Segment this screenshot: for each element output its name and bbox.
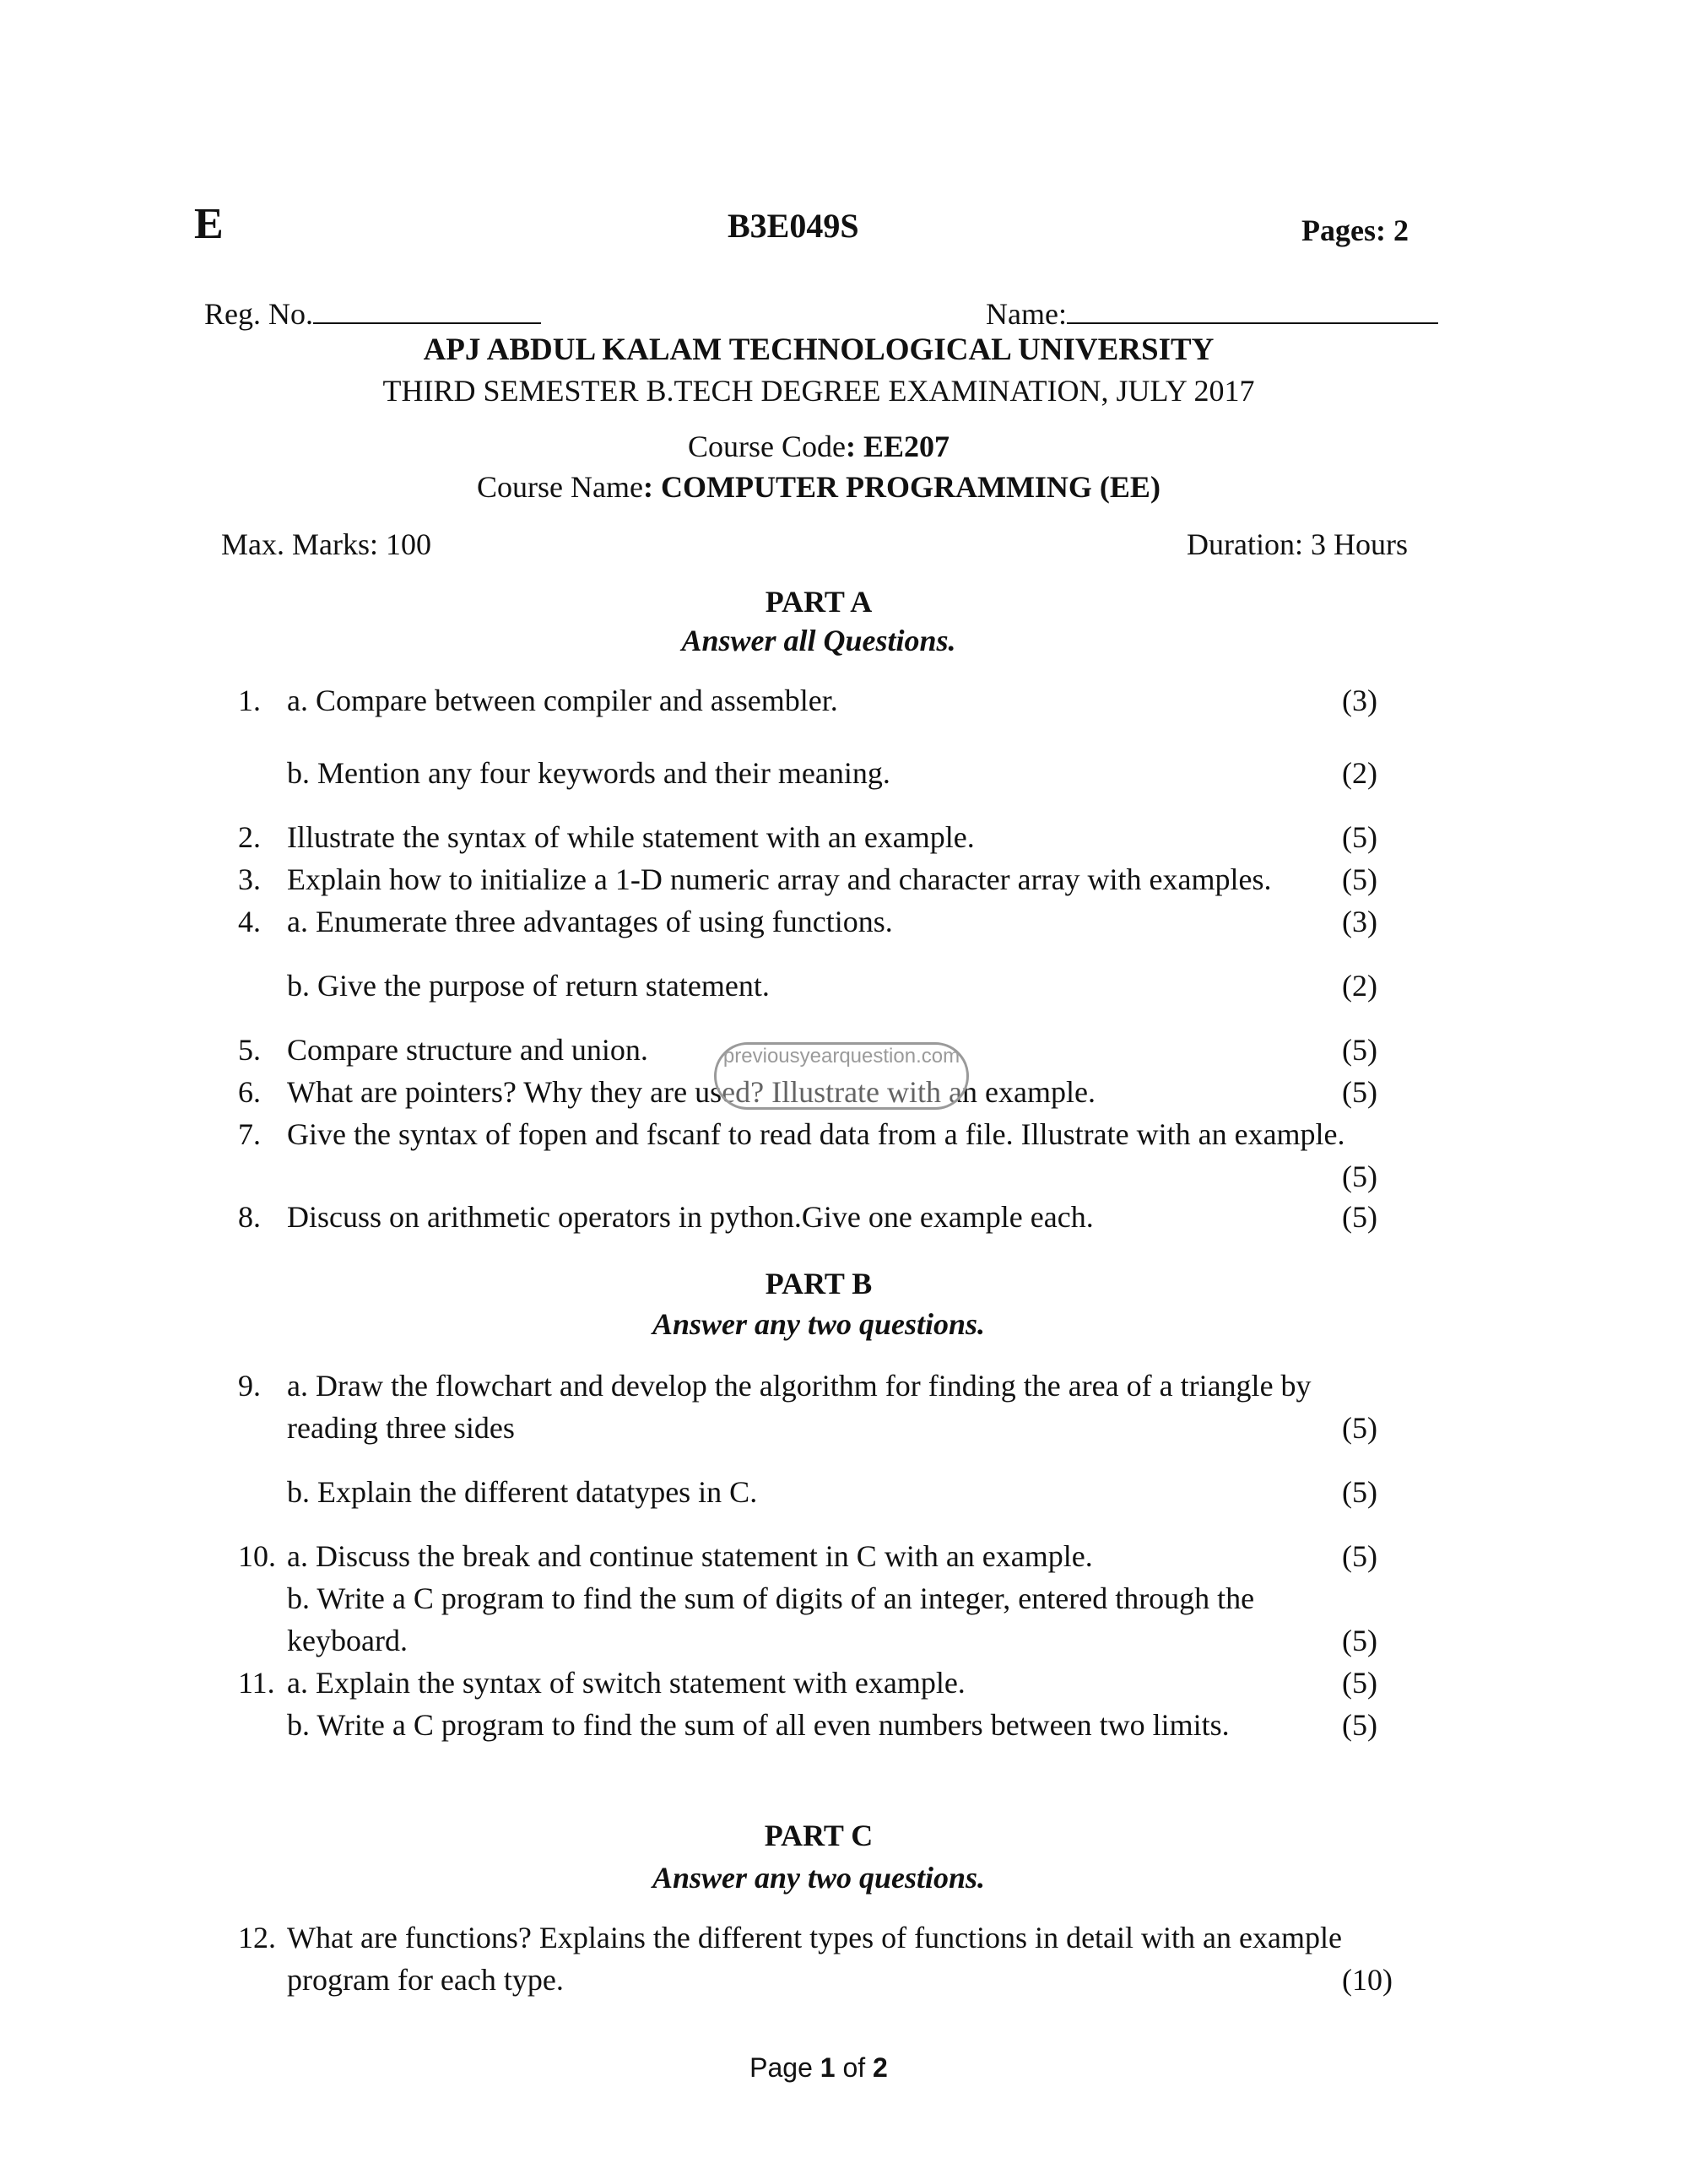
- question-row: [0, 1367, 1688, 1404]
- question-marks: (5): [1342, 1075, 1377, 1109]
- footer-current-page: 1: [820, 2052, 836, 2083]
- question-text: a. Compare between compiler and assembler.: [287, 684, 838, 717]
- question-text: a. Explain the syntax of switch statement with example.: [287, 1666, 966, 1700]
- question-number: 10.: [238, 1539, 276, 1573]
- question-marks: (5): [1342, 1200, 1377, 1234]
- footer-total-pages: 2: [873, 2052, 888, 2083]
- question-number: 3.: [238, 862, 261, 896]
- question-text: b. Mention any four keywords and their meaning.: [287, 756, 890, 790]
- reg-no-label: Reg. No.: [204, 297, 313, 331]
- question-row: [0, 1706, 1688, 1743]
- part-a-title: PART A: [765, 585, 873, 619]
- pages-label: Pages: 2: [1301, 214, 1409, 247]
- question-text: a. Enumerate three advantages of using functions.: [287, 905, 893, 938]
- question-text: keyboard.: [287, 1624, 408, 1657]
- course-name-label: Course Name: [477, 470, 643, 504]
- question-marks: (5): [1342, 820, 1377, 854]
- max-marks: Max. Marks: 100: [221, 527, 431, 561]
- question-text: reading three sides: [287, 1411, 515, 1445]
- question-row: [0, 1158, 1688, 1195]
- question-number: 12.: [238, 1921, 276, 1954]
- question-text: b. Write a C program to find the sum of all even numbers between two limits.: [287, 1708, 1230, 1742]
- question-row: [0, 1198, 1688, 1235]
- question-marks: (2): [1342, 969, 1377, 1003]
- course-name: [0, 469, 1637, 505]
- question-row: [0, 1622, 1688, 1659]
- name-blank: [1067, 294, 1438, 324]
- question-text: a. Discuss the break and continue statement in C with an example.: [287, 1539, 1093, 1573]
- question-row: [0, 1664, 1688, 1701]
- watermark-stamp: previousyearquestion.com: [714, 1042, 969, 1110]
- question-marks: (5): [1342, 1666, 1377, 1700]
- question-marks: (5): [1342, 1411, 1377, 1445]
- question-row: [0, 967, 1688, 1004]
- question-text: program for each type.: [287, 1963, 564, 1997]
- question-marks: (10): [1342, 1963, 1393, 1997]
- course-name-value: : COMPUTER PROGRAMMING (EE): [643, 470, 1160, 504]
- question-row: [0, 682, 1688, 719]
- question-marks: (3): [1342, 905, 1377, 938]
- question-marks: (5): [1342, 1708, 1377, 1742]
- question-number: 7.: [238, 1117, 261, 1151]
- question-marks: (5): [1342, 1033, 1377, 1067]
- course-code-value: : EE207: [845, 430, 950, 463]
- question-text: Give the syntax of fopen and fscanf to read data from a file. Illustrate with an example.: [287, 1117, 1345, 1151]
- question-text: Compare structure and union.: [287, 1033, 648, 1067]
- question-row: [0, 1116, 1688, 1153]
- question-row: [0, 861, 1688, 898]
- question-text: Explain how to initialize a 1-D numeric array and character array with examples.: [287, 862, 1272, 896]
- question-marks: (2): [1342, 756, 1377, 790]
- course-code: [0, 429, 1637, 464]
- question-number: 6.: [238, 1075, 261, 1109]
- part-b-title: PART B: [765, 1267, 873, 1300]
- question-marks: (3): [1342, 684, 1377, 717]
- question-row: [0, 1580, 1688, 1617]
- question-row: [0, 819, 1688, 856]
- university-name: APJ ABDUL KALAM TECHNOLOGICAL UNIVERSITY: [423, 332, 1215, 367]
- part-c-title: PART C: [764, 1819, 874, 1852]
- question-text: b. Write a C program to find the sum of digits of an integer, entered through the: [287, 1581, 1255, 1615]
- question-row: [0, 1961, 1688, 1998]
- question-marks: (5): [1342, 1624, 1377, 1657]
- reg-no-field: [204, 294, 541, 332]
- question-text: a. Draw the flowchart and develop the algorithm for finding the area of a triangle by: [287, 1369, 1312, 1403]
- question-marks: (5): [1342, 1475, 1377, 1509]
- question-number: 5.: [238, 1033, 261, 1067]
- part-c-instruction: Answer any two questions.: [652, 1861, 986, 1895]
- set-letter: E: [194, 200, 224, 248]
- question-row: [0, 903, 1688, 940]
- question-text: b. Give the purpose of return statement.: [287, 969, 770, 1003]
- question-text: b. Explain the different datatypes in C.: [287, 1475, 758, 1509]
- part-a-instruction: Answer all Questions.: [681, 624, 956, 657]
- name-label: Name:: [986, 297, 1067, 331]
- page-footer: [0, 2051, 1637, 2084]
- course-code-label: Course Code: [688, 430, 846, 463]
- question-number: 1.: [238, 684, 261, 717]
- question-number: 8.: [238, 1200, 261, 1234]
- footer-mid: of: [835, 2052, 874, 2083]
- question-number: 9.: [238, 1369, 261, 1403]
- question-row: [0, 1919, 1688, 1956]
- exam-title: THIRD SEMESTER B.TECH DEGREE EXAMINATION, JULY 2017: [382, 374, 1255, 408]
- footer-prefix: Page: [749, 2052, 820, 2083]
- question-text: Discuss on arithmetic operators in python.Give one example each.: [287, 1200, 1094, 1234]
- duration: Duration: 3 Hours: [1187, 527, 1408, 561]
- question-number: 11.: [238, 1666, 275, 1700]
- question-row: [0, 754, 1688, 792]
- question-marks: (5): [1342, 1539, 1377, 1573]
- question-text: What are functions? Explains the different types of functions in detail with an example: [287, 1921, 1342, 1954]
- question-text: Illustrate the syntax of while statement with an example.: [287, 820, 975, 854]
- question-row: [0, 1473, 1688, 1511]
- question-text: What are pointers? Why they are used? Illustrate with an example.: [287, 1075, 1096, 1109]
- reg-no-blank: [313, 294, 541, 324]
- question-row: [0, 1409, 1688, 1446]
- question-row: [0, 1538, 1688, 1575]
- part-b-instruction: Answer any two questions.: [652, 1307, 986, 1341]
- question-number: 4.: [238, 905, 261, 938]
- question-marks: (5): [1342, 1160, 1377, 1193]
- paper-code: B3E049S: [728, 207, 859, 245]
- question-number: 2.: [238, 820, 261, 854]
- question-marks: (5): [1342, 862, 1377, 896]
- name-field: [986, 294, 1438, 332]
